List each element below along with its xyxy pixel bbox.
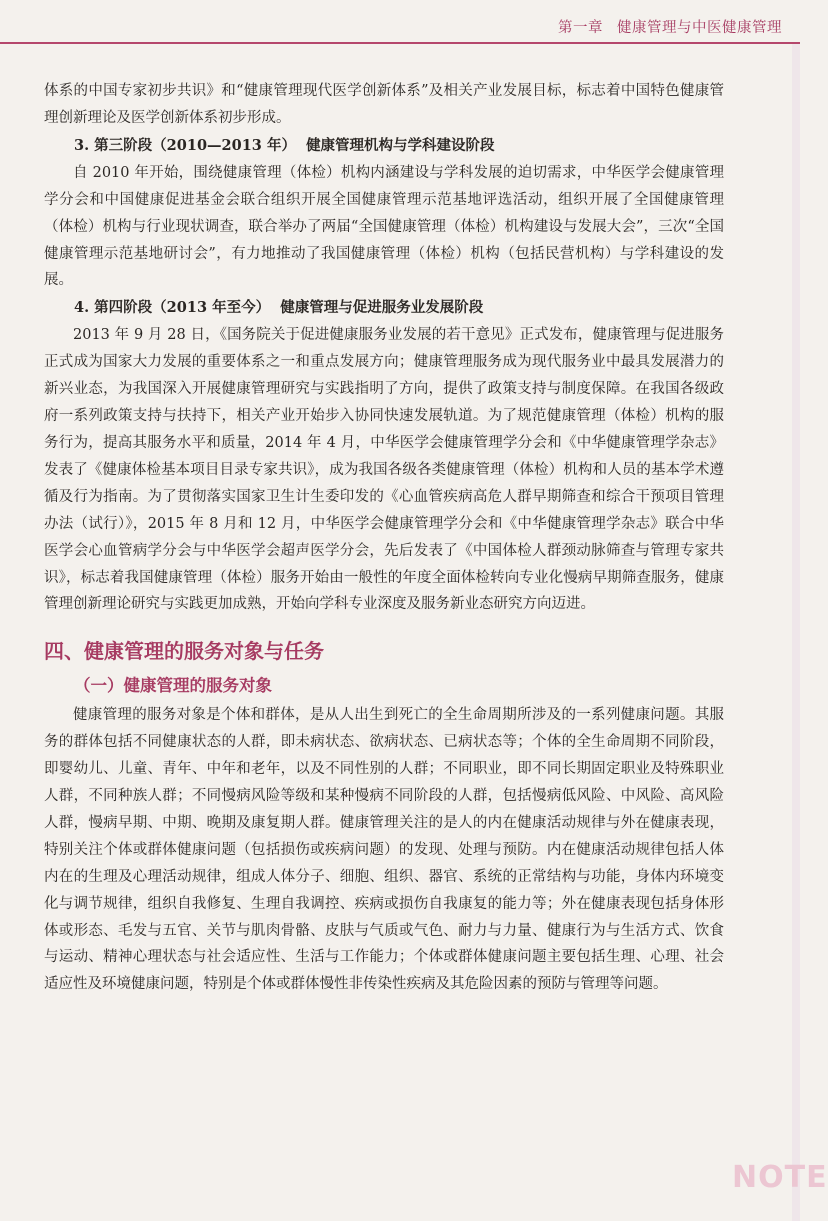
side-margin-tab <box>792 44 800 1221</box>
chapter-title: 健康管理与中医健康管理 <box>617 20 782 36</box>
stage-3-number: 3. 第三阶段（2010—2013 年） <box>74 136 296 154</box>
header-title <box>558 16 782 37</box>
running-header <box>0 0 800 44</box>
stage-4-heading <box>44 294 724 322</box>
paragraph-service-objects: 健康管理的服务对象是个体和群体，是从人出生到死亡的全生命周期所涉及的一系列健康问题。其服务的群体包括不同健康状态的人群，即未病状态、欲病状态、已病状态等；个体的全生命周期不同阶段，即婴幼儿、儿童、青年、中年和老年，以及不同性别的人群；不同职业，即不同长期固定职业及特殊职业人群，不同种族人群；不同慢病风险等级和某种慢病不同阶段的人群，包括慢病低风险、中风险、高风险人群，慢病早期、中期、晚期及康复期人群。健康管理关注的是人的内在健康活动规律与外在健康表现，特别关注个体或群体健康问题（包括损伤或疾病问题）的发现、处理与预防。内在健康活动规律包括人体内在的生理及心理活动规律，组成人体分子、细胞、组织、器官、系统的正常结构与功能，身体内环境变化与调节规律，组织自我修复、生理自我调控、疾病或损伤自我康复的能力等；外在健康表现包括身体形体或形态、毛发与五官、关节与肌肉骨骼、皮肤与气质或气色、耐力与力量、健康行为与生活方式、饮食与运动、精神心理状态与社会适应性、生活与工作能力；个体或群体健康问题主要包括生理、心理、社会适应性及环境健康问题，特别是个体或群体慢性非传染性疾病及其危险因素的预防与管理等问题。 <box>44 707 724 993</box>
paragraph-continuation: 体系的中国专家初步共识》和“健康管理现代医学创新体系”及相关产业发展目标，标志着中国特色健康管理创新理论及医学创新体系初步形成。 <box>44 83 724 126</box>
stage-3-heading <box>44 132 724 160</box>
paragraph-stage-4: 2013 年 9 月 28 日，《国务院关于促进健康服务业发展的若干意见》正式发布，健康管理与促进服务正式成为国家大力发展的重要体系之一和重点发展方向；健康管理服务成为现代服务业中最具发展潜力的新兴业态，为我国深入开展健康管理研究与实践指明了方向，提供了政策支持与制度保障。在我国各级政府一系列政策支持与扶持下，相关产业开始步入协同快速发展轨道。为了规范健康管理（体检）机构的服务行为，提高其服务水平和质量，2014 年 4 月，中华医学会健康管理学分会和《中华健康管理学杂志》发表了《健康体检基本项目目录专家共识》，成为我国各级各类健康管理（体检）机构和人员的基本学术遵循及行为指南。为了贯彻落实国家卫生计生委印发的《心血管疾病高危人群早期筛查和综合干预项目管理办法（试行）》，2015 年 8 月和 12 月，中华医学会健康管理学分会和《中华健康管理学杂志》联合中华医学会心血管病学分会与中华医学会超声医学分会，先后发表了《中国体检人群颈动脉筛查与管理专家共识》，标志着我国健康管理（体检）服务开始由一般性的年度全面体检转向专业化慢病早期筛查服务，健康管理创新理论研究与实践更加成熟，开始向学科专业深度及服务新业态研究方向迈进。 <box>44 327 724 613</box>
chapter-label: 第一章 <box>558 20 603 36</box>
stage-4-title: 健康管理与促进服务业发展阶段 <box>280 300 484 317</box>
stage-3-title: 健康管理机构与学科建设阶段 <box>306 137 495 154</box>
section-heading: 四、健康管理的服务对象与任务 <box>44 639 324 664</box>
paragraph-stage-3: 自 2010 年开始，围绕健康管理（体检）机构内涵建设与学科发展的迫切需求，中华医学会健康管理学分会和中国健康促进基金会联合组织开展全国健康管理示范基地评选活动，组织开展了全国健康管理（体检）机构与行业现状调查，联合举办了两届“全国健康管理（体检）机构建设与发展大会”，三次“全国健康管理示范基地研讨会”，有力地推动了我国健康管理（体检）机构（包括民营机构）与学科建设的发展。 <box>44 164 724 289</box>
subsection-heading: （一）健康管理的服务对象 <box>74 676 272 696</box>
page-body <box>44 78 724 998</box>
stage-4-number: 4. 第四阶段（2013 年至今） <box>74 299 271 317</box>
header-rule <box>0 42 800 44</box>
margin-note-mark: NOTE <box>732 1160 828 1195</box>
